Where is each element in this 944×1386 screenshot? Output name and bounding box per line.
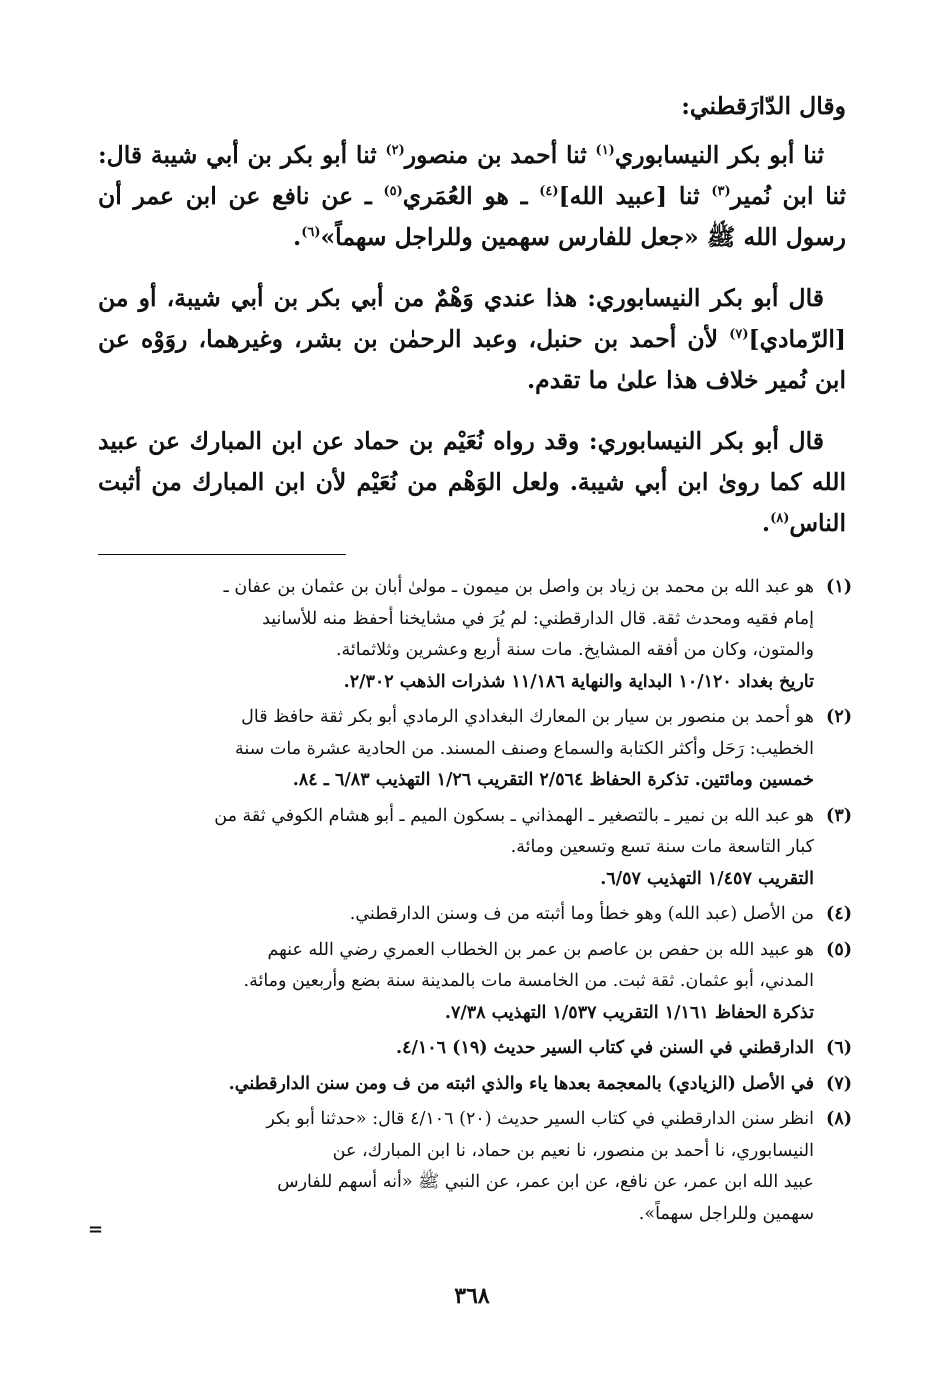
text-run: .: [761, 509, 771, 537]
footnote-line: انظر سنن الدارقطني في كتاب السير حديث (٢٠) ٤/١٠٦ قال: «حدثنا أبو بكر: [266, 1109, 814, 1129]
text-run: قال أبو بكر النيسابوري: وقد رواه نُعَيْم بن حماد عن ابن المبارك عن عبيد الله كما روىٰ ابن أبي شيبة. ولعل الوَهْم من نُعَيْم لأن ابن المبارك من أثبت الناس: [98, 427, 846, 537]
section-heading: وقال الدّارَقطني:: [681, 92, 846, 120]
footnote-number: (٣): [826, 805, 852, 826]
footnote-body: [100, 801, 814, 896]
footnote-number: (٥): [826, 939, 852, 960]
footnote-source: تذكرة الحفاظ ١/١٦١ التقريب ١/٥٣٧ التهذيب ٧/٣٨.: [444, 1002, 814, 1023]
footnote-line: هو عبيد الله بن حفص بن عاصم بن عمر بن الخطاب العمري رضي الله عنهم: [267, 939, 814, 960]
footnote-line: هو عبد الله بن محمد بن زياد بن واصل بن ميمون ـ مولىٰ أبان بن عثمان بن عفان ـ: [223, 577, 814, 597]
footnote: [100, 1033, 852, 1065]
text-run: ثنا أبو بكر بن أبي شيبة قال: ثنا ابن نُمير: [98, 141, 846, 210]
footnote-marker[interactable]: (٦): [301, 225, 321, 241]
continuation-mark: =: [88, 1219, 104, 1240]
footnote: [100, 935, 852, 1030]
footnote-number: (١): [826, 577, 852, 597]
footnote-line: المدني، أبو عثمان. ثقة ثبت. من الخامسة مات بالمدينة سنة بضع وأربعين ومائة.: [243, 971, 814, 991]
paragraph-hadith: [98, 135, 846, 258]
footnotes: [100, 572, 852, 1234]
text-run: ثنا أبو بكر النيسابوري: [614, 141, 824, 169]
footnote-line: كبار التاسعة مات سنة تسع وتسعين ومائة.: [510, 837, 814, 857]
footnote-body: [100, 1033, 814, 1065]
text-run: .: [293, 223, 302, 251]
footnote-source: خمسين ومائتين. تذكرة الحفاظ ٢/٥٦٤ التقريب ١/٢٦ التهذيب ٦/٨٣ ـ ٨٤.: [292, 770, 814, 790]
footnote: [100, 572, 852, 698]
footnote: [100, 702, 852, 797]
footnote-body: [100, 1104, 814, 1230]
footnote-marker[interactable]: (٥): [383, 184, 403, 200]
footnote-line: من الأصل (عبد الله) وهو خطأ وما أثبته من ف وسنن الدارقطني.: [349, 904, 814, 924]
footnote: [100, 801, 852, 896]
footnote-line: سهمين وللراجل سهماً».: [638, 1203, 814, 1224]
paragraph-commentary-2: [98, 421, 846, 544]
footnote-source: تاريخ بغداد ١٠/١٢٠ البداية والنهاية ١١/١٨٦ شذرات الذهب ٢/٣٠٢.: [343, 671, 814, 692]
footnote-number: (٨): [826, 1109, 852, 1129]
footnote-body: [100, 1069, 814, 1101]
footnote-marker[interactable]: (٣): [711, 184, 731, 200]
footnote-number: (٤): [826, 904, 852, 924]
footnote-number: (٦): [826, 1038, 852, 1058]
footnote-marker[interactable]: (٤): [539, 184, 559, 200]
footnote-line: والمتون، وكان من أفقه المشايخ. مات سنة أربع وعشرين وثلاثمائة.: [335, 640, 814, 660]
footnote-number: (٧): [826, 1073, 852, 1094]
text-run: ثنا أحمد بن منصور: [404, 141, 596, 169]
footnote-line: هو عبد الله بن نمير ـ بالتصغير ـ الهمذاني ـ بسكون الميم ـ أبو هشام الكوفي ثقة من: [214, 805, 814, 826]
main-text: [98, 86, 846, 564]
text-run: ثنا [عبيد الله]: [558, 182, 712, 210]
footnote: [100, 1104, 852, 1230]
footnote-line: عبيد الله ابن عمر، عن نافع، عن ابن عمر، عن النبي ﷺ «أنه أسهم للفارس: [277, 1172, 814, 1192]
page-number: ٣٦٨: [454, 1283, 490, 1309]
footnote-number: (٢): [826, 707, 852, 727]
footnote-body: [100, 702, 814, 797]
footnote-marker[interactable]: (٧): [729, 327, 749, 343]
footnote-divider: [98, 554, 346, 555]
footnote-body: [100, 572, 814, 698]
footnote: [100, 899, 852, 931]
text-run: قال أبو بكر النيسابوري: هذا عندي وَهْمٌ من أبي بكر بن أبي شيبة، أو من [الرّمادي]: [98, 284, 846, 353]
footnote-line: هو أحمد بن منصور بن سيار بن المعارك البغدادي الرمادي أبو بكر ثقة حافظ قال: [241, 707, 814, 727]
footnote-marker[interactable]: (١): [595, 143, 615, 159]
text-run: لأن أحمد بن حنبل، وعبد الرحمٰن بن بشر، وغيرهما، روَوْه عن ابن نُمير خلاف هذا علىٰ ما تقدم.: [98, 325, 846, 394]
footnote-line: النيسابوري، نا أحمد بن منصور، نا نعيم بن حماد، نا ابن المبارك، عن: [332, 1140, 814, 1161]
footnote-body: [100, 899, 814, 931]
text-run: ـ هو العُمَري: [402, 182, 540, 210]
footnote-marker[interactable]: (٨): [770, 511, 790, 527]
text-run: ـ عن نافع عن ابن عمر أن رسول الله ﷺ «جعل للفارس سهمين وللراجل سهماً»: [98, 182, 846, 251]
footnote-source: التقريب ١/٤٥٧ التهذيب ٦/٥٧.: [600, 868, 814, 889]
footnote: [100, 1069, 852, 1101]
footnote-body: [100, 935, 814, 1030]
footnote-line: إمام فقيه ومحدث ثقة. قال الدارقطني: لم يُرَ في مشايخنا أحفظ منه للأسانيد: [262, 608, 814, 629]
footnote-marker[interactable]: (٢): [385, 143, 405, 159]
footnote-line: الخطيب: رَحَل وأكثر الكتابة والسماع وصنف المسند. من الحادية عشرة مات سنة: [235, 738, 814, 759]
paragraph-commentary-1: [98, 278, 846, 401]
footnote-source: في الأصل (الزيادي) بالمعجمة بعدها ياء والذي اثبته من ف ومن سنن الدارقطني.: [228, 1073, 814, 1094]
footnote-source: الدارقطني في السنن في كتاب السير حديث (١٩) ٤/١٠٦.: [395, 1038, 814, 1058]
